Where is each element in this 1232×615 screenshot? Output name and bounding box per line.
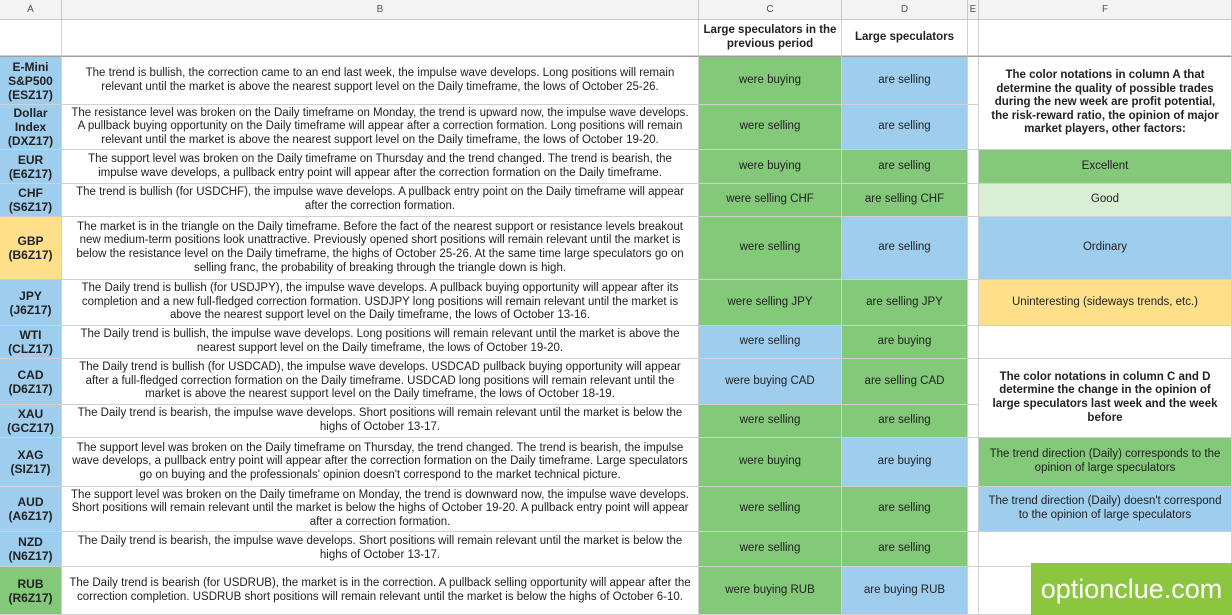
empty-cell-e[interactable] (968, 217, 979, 280)
previous-period-cell[interactable]: were selling JPY (699, 280, 842, 326)
empty-cell-e[interactable] (968, 532, 979, 567)
legend-empty-cell[interactable] (979, 326, 1232, 359)
legend-quality-title[interactable]: The color notations in column A that determine the quality of possible trades during the new week are profit potential, the risk-reward ratio, the opinion of major market players, other factors: (979, 56, 1232, 150)
watermark: optionclue.com (1031, 563, 1232, 615)
analysis-text-cell[interactable]: The Daily trend is bearish (for USDRUB), the market is in the correction. A pullback selling opportunity will appear after the correction completion. USDRUB short positions will remain relevant until the market is below the highs of October 6-10. (62, 567, 699, 615)
previous-period-cell[interactable]: were buying (699, 150, 842, 184)
analysis-text-cell[interactable]: The support level was broken on the Daily timeframe on Monday, the trend is downward now, the impulse wave develops. Short positions will remain relevant until the market is below the highs of October 19-20. A pullback entry point will appear after a correction formation. (62, 487, 699, 532)
header-previous-period[interactable]: Large speculators in the previous period (699, 20, 842, 56)
header-large-speculators[interactable]: Large speculators (842, 20, 968, 56)
legend-quality-item[interactable]: Excellent (979, 150, 1232, 184)
analysis-text-cell[interactable]: The support level was broken on the Daily timeframe on Thursday, the trend changed. The trend is bearish, the impulse wave develops, a pullback entry point will appear after the correction formation on the Daily timeframe. Large speculators go on buying and the professionals' opinion doesn't correspond to the market technical picture. (62, 438, 699, 487)
col-header-c[interactable]: C (699, 0, 842, 20)
instrument-cell[interactable]: EUR (E6Z17) (0, 150, 62, 184)
analysis-text-cell[interactable]: The resistance level was broken on the Daily timeframe on Monday, the trend is upward now, the impulse wave develops. A pullback buying opportunity on the Daily timeframe will appear after a correction formation. Long positions will remain relevant until the market is above the nearest support level on the Daily timeframe, the lows of October 19-20. (62, 105, 699, 150)
analysis-text-cell[interactable]: The support level was broken on the Daily timeframe on Thursday and the trend changed. The trend is bearish, the impulse wave develops, a pullback entry point will appear after the correction formation on the Daily timeframe. (62, 150, 699, 184)
analysis-text-cell[interactable]: The trend is bullish (for USDCHF), the impulse wave develops. A pullback entry point on the Daily timeframe will appear after the correction formation. (62, 184, 699, 217)
instrument-cell[interactable]: RUB (R6Z17) (0, 567, 62, 615)
large-speculators-cell[interactable]: are selling (842, 56, 968, 105)
previous-period-cell[interactable]: were buying RUB (699, 567, 842, 615)
previous-period-cell[interactable]: were selling (699, 405, 842, 438)
large-speculators-cell[interactable]: are selling JPY (842, 280, 968, 326)
legend-quality-item[interactable]: Uninteresting (sideways trends, etc.) (979, 280, 1232, 326)
previous-period-cell[interactable]: were selling (699, 487, 842, 532)
empty-cell-e[interactable] (968, 326, 979, 359)
instrument-cell[interactable]: XAG (SIZ17) (0, 438, 62, 487)
analysis-text-cell[interactable]: The Daily trend is bearish, the impulse wave develops. Short positions will remain relevant until the market is below the highs of October 13-17. (62, 532, 699, 567)
empty-cell-e[interactable] (968, 438, 979, 487)
instrument-cell[interactable]: WTI (CLZ17) (0, 326, 62, 359)
legend-speculators-item[interactable]: The trend direction (Daily) doesn't correspond to the opinion of large speculators (979, 487, 1232, 532)
large-speculators-cell[interactable]: are selling (842, 532, 968, 567)
analysis-text-cell[interactable]: The Daily trend is bullish (for USDJPY), the impulse wave develops. A pullback buying opportunity will appear after its completion and a new full-fledged correction formation. USDJPY long positions will remain relevant until the market is above the nearest support level on the Daily timeframe, the lows of October 13-16. (62, 280, 699, 326)
col-header-f[interactable]: F (979, 0, 1232, 20)
empty-cell-e[interactable] (968, 567, 979, 615)
instrument-cell[interactable]: JPY (J6Z17) (0, 280, 62, 326)
instrument-cell[interactable]: E-Mini S&P500 (ESZ17) (0, 56, 62, 105)
large-speculators-cell[interactable]: are selling CHF (842, 184, 968, 217)
previous-period-cell[interactable]: were buying (699, 438, 842, 487)
instrument-cell[interactable]: CAD (D6Z17) (0, 359, 62, 405)
empty-cell-e[interactable] (968, 105, 979, 150)
instrument-cell[interactable]: AUD (A6Z17) (0, 487, 62, 532)
large-speculators-cell[interactable]: are buying (842, 326, 968, 359)
header-cell-a[interactable] (0, 20, 62, 56)
col-header-b[interactable]: B (62, 0, 699, 20)
instrument-cell[interactable]: Dollar Index (DXZ17) (0, 105, 62, 150)
analysis-text-cell[interactable]: The Daily trend is bullish, the impulse wave develops. Long positions will remain relevant until the market is above the nearest support level on the Daily timeframe, the lows of October 19-20. (62, 326, 699, 359)
analysis-text-cell[interactable]: The Daily trend is bearish, the impulse wave develops. Short positions will remain relevant until the market is below the highs of October 13-17. (62, 405, 699, 438)
analysis-text-cell[interactable]: The market is in the triangle on the Daily timeframe. Before the fact of the nearest support or resistance levels breakout new medium-term positions look unattractive. Previously opened short positions will remain relevant until the market is below the resistance level on the Daily timeframe, the highs of October 25-26. At the same time large speculators go on selling franc, the probability of breaking through the triangle down is high. (62, 217, 699, 280)
legend-speculators-title[interactable]: The color notations in column C and D determine the change in the opinion of large speculators last week and the week before (979, 359, 1232, 438)
legend-quality-item[interactable]: Good (979, 184, 1232, 217)
large-speculators-cell[interactable]: are buying (842, 438, 968, 487)
large-speculators-cell[interactable]: are buying RUB (842, 567, 968, 615)
large-speculators-cell[interactable]: are selling CAD (842, 359, 968, 405)
previous-period-cell[interactable]: were buying CAD (699, 359, 842, 405)
empty-cell-e[interactable] (968, 280, 979, 326)
header-cell-f[interactable] (979, 20, 1232, 56)
empty-cell-e[interactable] (968, 405, 979, 438)
col-header-e[interactable]: E (968, 0, 979, 20)
empty-cell-e[interactable] (968, 184, 979, 217)
col-header-d[interactable]: D (842, 0, 968, 20)
instrument-cell[interactable]: GBP (B6Z17) (0, 217, 62, 280)
large-speculators-cell[interactable]: are selling (842, 487, 968, 532)
empty-cell-e[interactable] (968, 56, 979, 105)
header-cell-e[interactable] (968, 20, 979, 56)
empty-cell-e[interactable] (968, 150, 979, 184)
legend-empty-cell[interactable] (979, 532, 1232, 567)
header-cell-b[interactable] (62, 20, 699, 56)
empty-cell-e[interactable] (968, 487, 979, 532)
col-header-a[interactable]: A (0, 0, 62, 20)
previous-period-cell[interactable]: were selling CHF (699, 184, 842, 217)
large-speculators-cell[interactable]: are selling (842, 405, 968, 438)
previous-period-cell[interactable]: were selling (699, 217, 842, 280)
large-speculators-cell[interactable]: are selling (842, 150, 968, 184)
instrument-cell[interactable]: XAU (GCZ17) (0, 405, 62, 438)
large-speculators-cell[interactable]: are selling (842, 217, 968, 280)
analysis-text-cell[interactable]: The trend is bullish, the correction came to an end last week, the impulse wave develops. Long positions will remain relevant until the market is above the nearest support level on the Daily timeframe, the lows of October 25-26. (62, 56, 699, 105)
previous-period-cell[interactable]: were selling (699, 532, 842, 567)
empty-cell-e[interactable] (968, 359, 979, 405)
legend-speculators-item[interactable]: The trend direction (Daily) corresponds to the opinion of large speculators (979, 438, 1232, 487)
legend-quality-item[interactable]: Ordinary (979, 217, 1232, 280)
analysis-text-cell[interactable]: The Daily trend is bullish (for USDCAD), the impulse wave develops. USDCAD pullback buying opportunity will appear after a full-fledged correction formation on the Daily timeframe. USDCAD long positions will remain relevant until the market is above the nearest support level on the Daily timeframe, the lows of October 18-19. (62, 359, 699, 405)
instrument-cell[interactable]: CHF (S6Z17) (0, 184, 62, 217)
previous-period-cell[interactable]: were buying (699, 56, 842, 105)
instrument-cell[interactable]: NZD (N6Z17) (0, 532, 62, 567)
large-speculators-cell[interactable]: are selling (842, 105, 968, 150)
previous-period-cell[interactable]: were selling (699, 326, 842, 359)
previous-period-cell[interactable]: were selling (699, 105, 842, 150)
